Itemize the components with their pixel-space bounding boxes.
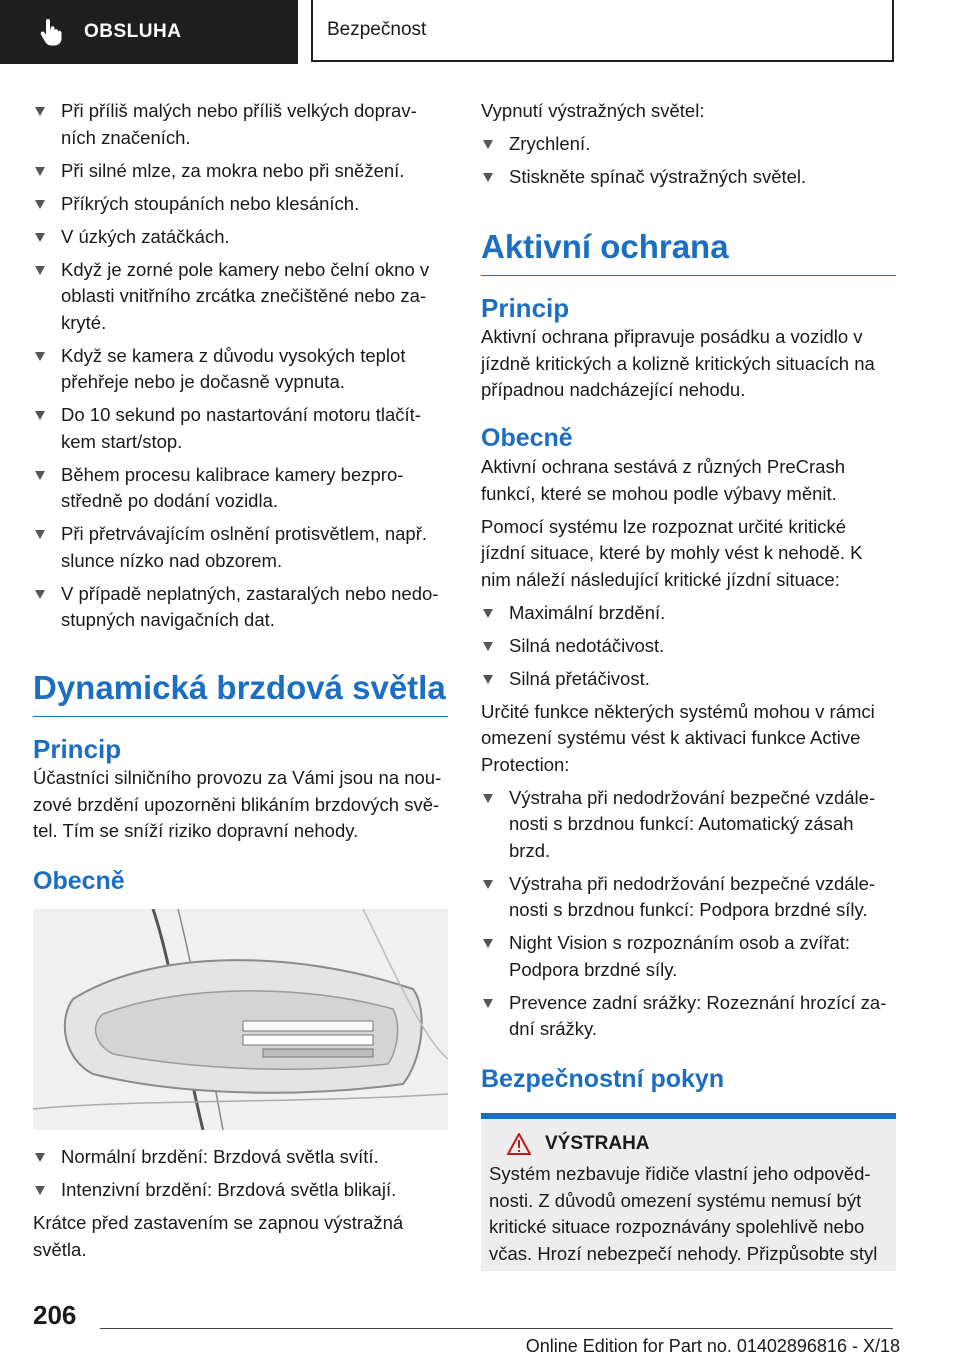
list-item-text: Při přetrvávajícím oslnění protisvětlem, např. slunce nízko nad obzorem.: [61, 523, 428, 571]
bullet-triangle-icon: [35, 530, 45, 539]
princip-text-2: Aktivní ochrana připravuje posádku a vozidlo v jízdně kritických a kolizně kritických situacích na případnou nadcházející nehodu.: [481, 326, 875, 400]
warning-text: Systém nezbavuje řidiče vlastní jeho odpověd- nosti. Z důvodů omezení systému nemusí být kritické situace rozpoznávány spolehlivě nebo včas. Hrozí nebezpečí nehody. Přizpůsobte styl: [489, 1163, 878, 1264]
functions-list: [481, 785, 896, 1043]
page-header: [0, 0, 960, 66]
warning-triangle-icon: [507, 1133, 531, 1155]
list-item: [33, 191, 448, 218]
list-item: [481, 131, 896, 158]
list-item: [481, 990, 896, 1043]
warning-title: [489, 1127, 888, 1161]
right-column: [481, 98, 896, 1271]
list-item-text: Zrychlení.: [509, 133, 591, 154]
list-item: [33, 402, 448, 455]
left-column: [33, 98, 448, 1270]
bullet-triangle-icon: [35, 200, 45, 209]
list-item: [33, 158, 448, 185]
bullet-triangle-icon: [483, 939, 493, 948]
tail-light-illustration: [33, 909, 448, 1130]
list-item-text: Když je zorné pole kamery nebo čelní okno v oblasti vnitřního zrcátka znečištěné nebo za- kryté.: [61, 258, 430, 333]
list-item-text: Příkrých stoupáních nebo klesáních.: [61, 192, 360, 214]
obecne-paragraph-1: Aktivní ochrana sestává z různých PreCrash funkcí, které se mohou podle výbavy měnit.: [481, 456, 845, 504]
bullet-triangle-icon: [35, 352, 45, 361]
chapter-tab: [0, 0, 298, 64]
section-label: Bezpečnost: [327, 19, 427, 40]
list-item-text: Silná nedotáčivost.: [509, 634, 665, 656]
list-item-text: Do 10 sekund po nastartování motoru tlačít- kem start/stop.: [61, 404, 421, 452]
bullet-triangle-icon: [35, 107, 45, 116]
left-bullet-list: [33, 98, 448, 634]
list-item-text: Výstraha při nedodržování bezpečné vzdále- nosti s brzdnou funkcí: Podpora brzdné síly.: [509, 872, 876, 920]
bullet-triangle-icon: [35, 411, 45, 420]
princip-heading-2: Princip: [481, 293, 570, 323]
list-item: [33, 343, 448, 396]
intro-bullet-list: [481, 131, 896, 191]
bullet-triangle-icon: [35, 1186, 45, 1195]
bullet-triangle-icon: [483, 999, 493, 1008]
list-item-text: Při silné mlze, za mokra nebo při sněžení.: [61, 159, 405, 181]
chapter-label: OBSLUHA: [84, 21, 182, 42]
bullet-triangle-icon: [35, 590, 45, 599]
section-heading-wrap: [33, 666, 448, 717]
edition-footer: Online Edition for Part no. 01402896816 - X/18: [525, 1336, 900, 1356]
tail-light-drawing: [33, 909, 448, 1130]
princip-heading: Princip: [33, 734, 122, 764]
list-item: [33, 1144, 448, 1171]
bullet-triangle-icon: [35, 266, 45, 275]
list-item-text: Když se kamera z důvodu vysokých teplot přehřeje nebo je dočasně vypnuta.: [61, 344, 406, 392]
list-item-text: Night Vision s rozpoznáním osob a zvířat: Podpora brzdné síly.: [509, 932, 851, 980]
list-item-text: Intenzivní brzdění: Brzdová světla blikají.: [61, 1179, 397, 1200]
section-heading-dynamic-brake-lights: Dynamická brzdová světla: [33, 669, 446, 706]
list-item: [481, 633, 896, 660]
bullet-triangle-icon: [35, 167, 45, 176]
hand-pointer-icon: [36, 17, 66, 47]
list-item: [33, 521, 448, 574]
list-item: [481, 930, 896, 983]
list-item: [481, 164, 896, 191]
list-item: [33, 1177, 448, 1204]
bullet-triangle-icon: [483, 794, 493, 803]
list-item-text: Maximální brzdění.: [509, 601, 666, 623]
warning-box: [481, 1113, 896, 1271]
bullet-triangle-icon: [35, 233, 45, 242]
list-item-text: Při příliš malých nebo příliš velkých doprav- ních značeních.: [61, 100, 417, 148]
bullet-triangle-icon: [483, 173, 493, 182]
bullet-triangle-icon: [483, 642, 493, 651]
critical-situations-list: [481, 600, 896, 693]
obecne-heading: Obecně: [33, 867, 125, 895]
list-item-text: V úzkých zatáčkách.: [61, 225, 230, 247]
intro-text: Vypnutí výstražných světel:: [481, 100, 705, 121]
functions-intro: Určité funkce některých systémů mohou v rámci omezení systému vést k aktivaci funkce Active Protection:: [481, 700, 875, 775]
princip-text: Účastníci silničního provozu za Vámi jsou na nou- zové brzdění upozorněni blikáním brzdových svě- tel. Tím se sníží riziko dopravní nehody.: [33, 767, 442, 841]
bullet-triangle-icon: [483, 140, 493, 149]
list-item-text: Prevence zadní srážky: Rozeznání hrozící za- dní srážky.: [509, 991, 887, 1039]
list-item: [33, 581, 448, 634]
section-heading-wrap-2: [481, 225, 896, 276]
list-item: [481, 666, 896, 693]
list-item-text: V případě neplatných, zastaralých nebo nedo- stupných navigačních dat.: [61, 582, 439, 630]
list-item: [33, 98, 448, 151]
list-item-text: Stiskněte spínač výstražných světel.: [509, 166, 807, 187]
bullet-triangle-icon: [483, 609, 493, 618]
list-item-text: Normální brzdění: Brzdová světla svítí.: [61, 1146, 379, 1167]
section-heading-active-protection: Aktivní ochrana: [481, 228, 729, 265]
obecne-paragraph-2: Pomocí systému lze rozpoznat určité kritické jízdní situace, které by mohly vést k nehodě. K nim náleží následující kritické jízdní situace:: [481, 515, 863, 590]
brake-light-bullets: [33, 1144, 448, 1204]
bullet-triangle-icon: [35, 471, 45, 480]
list-item: [33, 462, 448, 515]
list-item: [481, 785, 896, 865]
list-item-text: Silná přetáčivost.: [509, 667, 650, 689]
footer-divider: [100, 1328, 893, 1329]
bullet-triangle-icon: [483, 880, 493, 889]
obecne-heading-2: Obecně: [481, 424, 573, 452]
bullet-triangle-icon: [35, 1153, 45, 1162]
warning-label: VÝSTRAHA: [545, 1133, 650, 1154]
list-item-text: Výstraha při nedodržování bezpečné vzdále- nosti s brzdnou funkcí: Automatický zásah brzd.: [509, 786, 876, 861]
section-tab: [311, 0, 894, 62]
list-item: [481, 871, 896, 924]
list-item-text: Během procesu kalibrace kamery bezpro- středně po dodání vozidla.: [61, 463, 404, 511]
safety-heading: Bezpečnostní pokyn: [481, 1065, 725, 1093]
page-number: 206: [33, 1300, 77, 1330]
list-item: [33, 257, 448, 337]
list-item: [33, 224, 448, 251]
closing-text: Krátce před zastavením se zapnou výstražná světla.: [33, 1212, 404, 1260]
bullet-triangle-icon: [483, 675, 493, 684]
list-item: [481, 600, 896, 627]
